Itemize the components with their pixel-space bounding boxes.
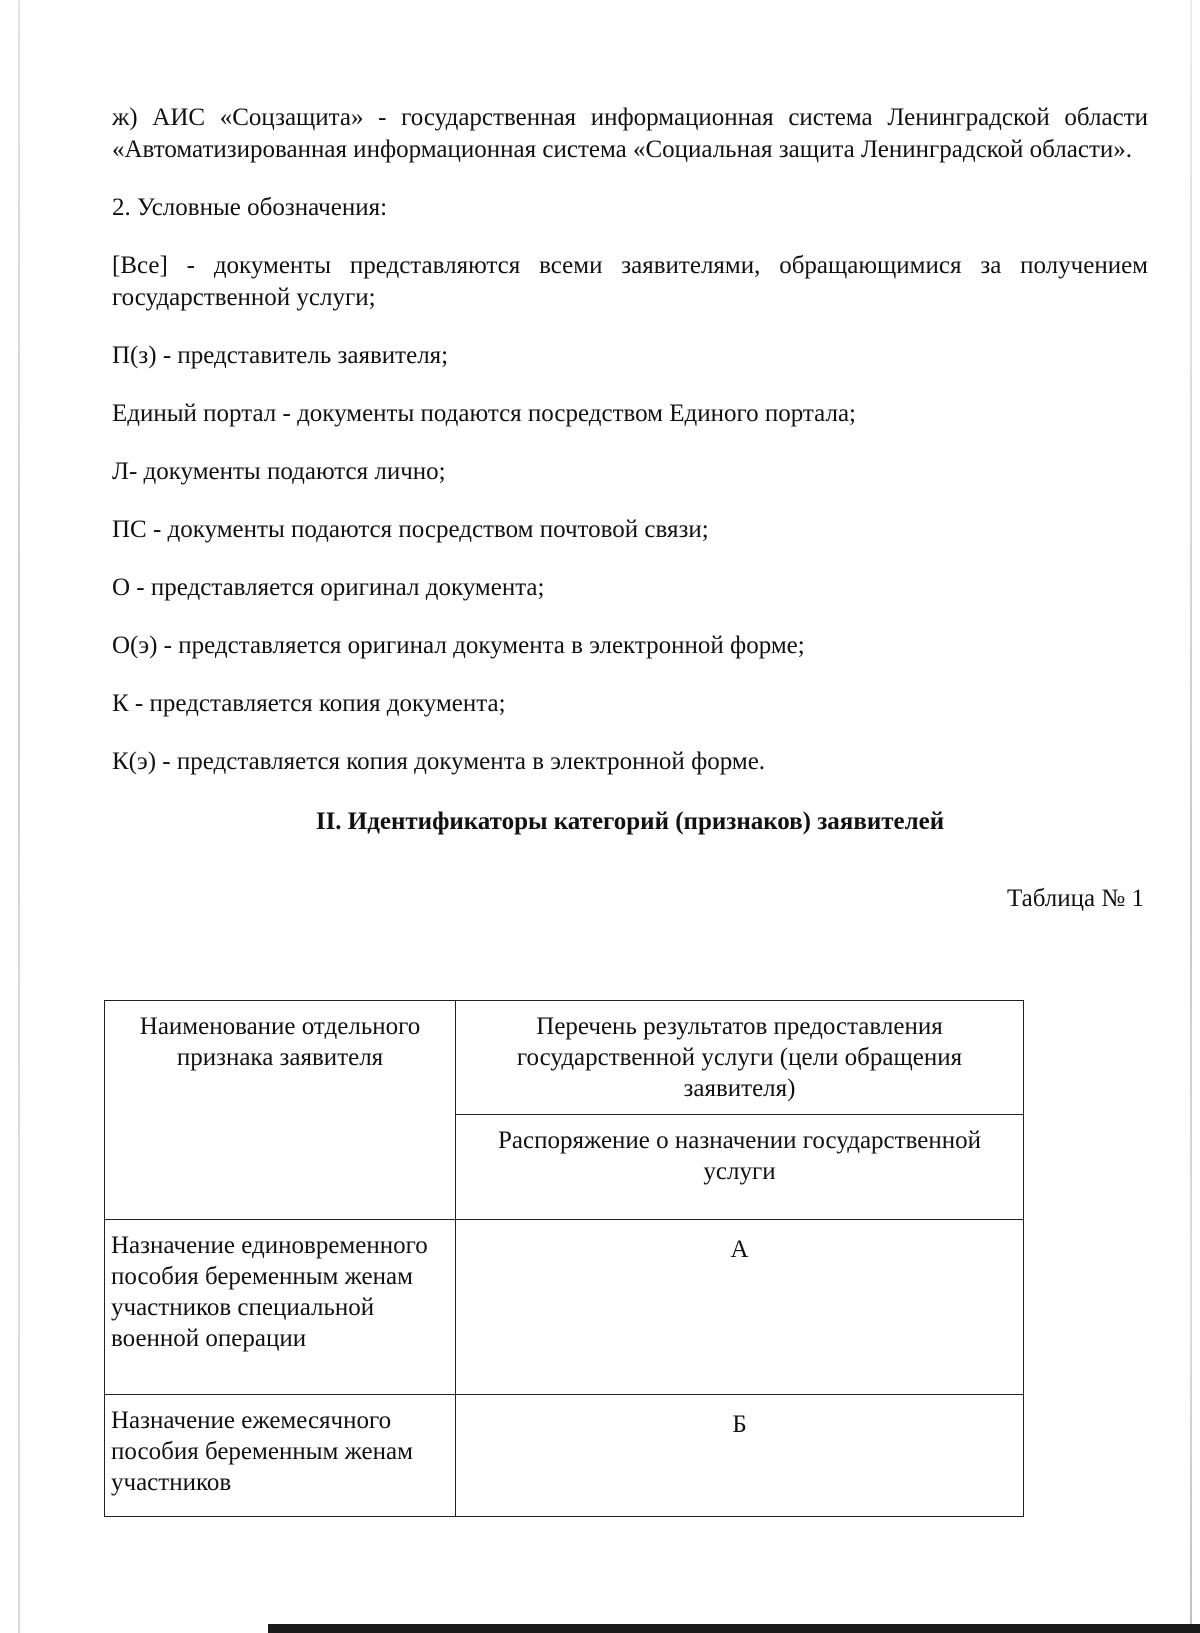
scan-edge-left (18, 0, 20, 1633)
row-result-code (456, 1395, 1024, 1517)
paragraph-legend-k: К - представляется копия документа; (112, 690, 506, 717)
result-code-letter: А (730, 1236, 749, 1263)
paragraph-legend-heading: 2. Условные обозначения: (112, 194, 388, 221)
document-body (112, 102, 1148, 915)
paragraph-legend-pz: П(з) - представитель заявителя; (112, 342, 449, 369)
header-attribute-name: Наименование отдельного признака заявителя (105, 1001, 456, 1220)
row-attribute-name: Назначение единовременного пособия беременным женам участников специальной военной операции (105, 1220, 456, 1395)
row-attribute-name: Назначение ежемесячного пособия беременным женам участников (105, 1395, 456, 1517)
table-row (105, 1395, 1024, 1517)
paragraph-legend-portal: Единый портал - документы подаются посредством Единого портала; (112, 400, 856, 427)
paragraph-legend-ps: ПС - документы подаются посредством почтовой связи; (112, 516, 709, 543)
paragraph-legend-ke: К(э) - представляется копия документа в электронной форме. (112, 748, 766, 775)
scan-edge-right (1190, 0, 1192, 1633)
paragraph-legend-vse: [Все] - документы представляются всеми заявителями, обращающимися за получением государственной услуги; (112, 252, 1148, 311)
applicant-categories-table (104, 1000, 1024, 1517)
section-title: II. Идентификаторы категорий (признаков) заявителей (315, 808, 945, 835)
paragraph-legend-o: О - представляется оригинал документа; (112, 574, 545, 601)
paragraph-legend-l: Л- документы подаются лично; (112, 458, 446, 485)
table-header-row (105, 1001, 1024, 1115)
scan-bottom-bar (268, 1624, 1200, 1633)
table-row (105, 1220, 1024, 1395)
row-result-code (456, 1220, 1024, 1395)
header-results-order: Распоряжение о назначении государственной услуги (456, 1115, 1024, 1220)
header-results-list: Перечень результатов предоставления государственной услуги (цели обращения заявителя) (456, 1001, 1024, 1115)
table-caption: Таблица № 1 (1006, 885, 1144, 912)
result-code-letter: Б (732, 1411, 747, 1438)
paragraph-legend-oe: О(э) - представляется оригинал документа в электронной форме; (112, 632, 805, 659)
paragraph-ais-soczashchita: ж) АИС «Соцзащита» - государственная информационная система Ленинградской области «Автоматизированная информационная система «Социальная защита Ленинградской области». (112, 104, 1148, 163)
